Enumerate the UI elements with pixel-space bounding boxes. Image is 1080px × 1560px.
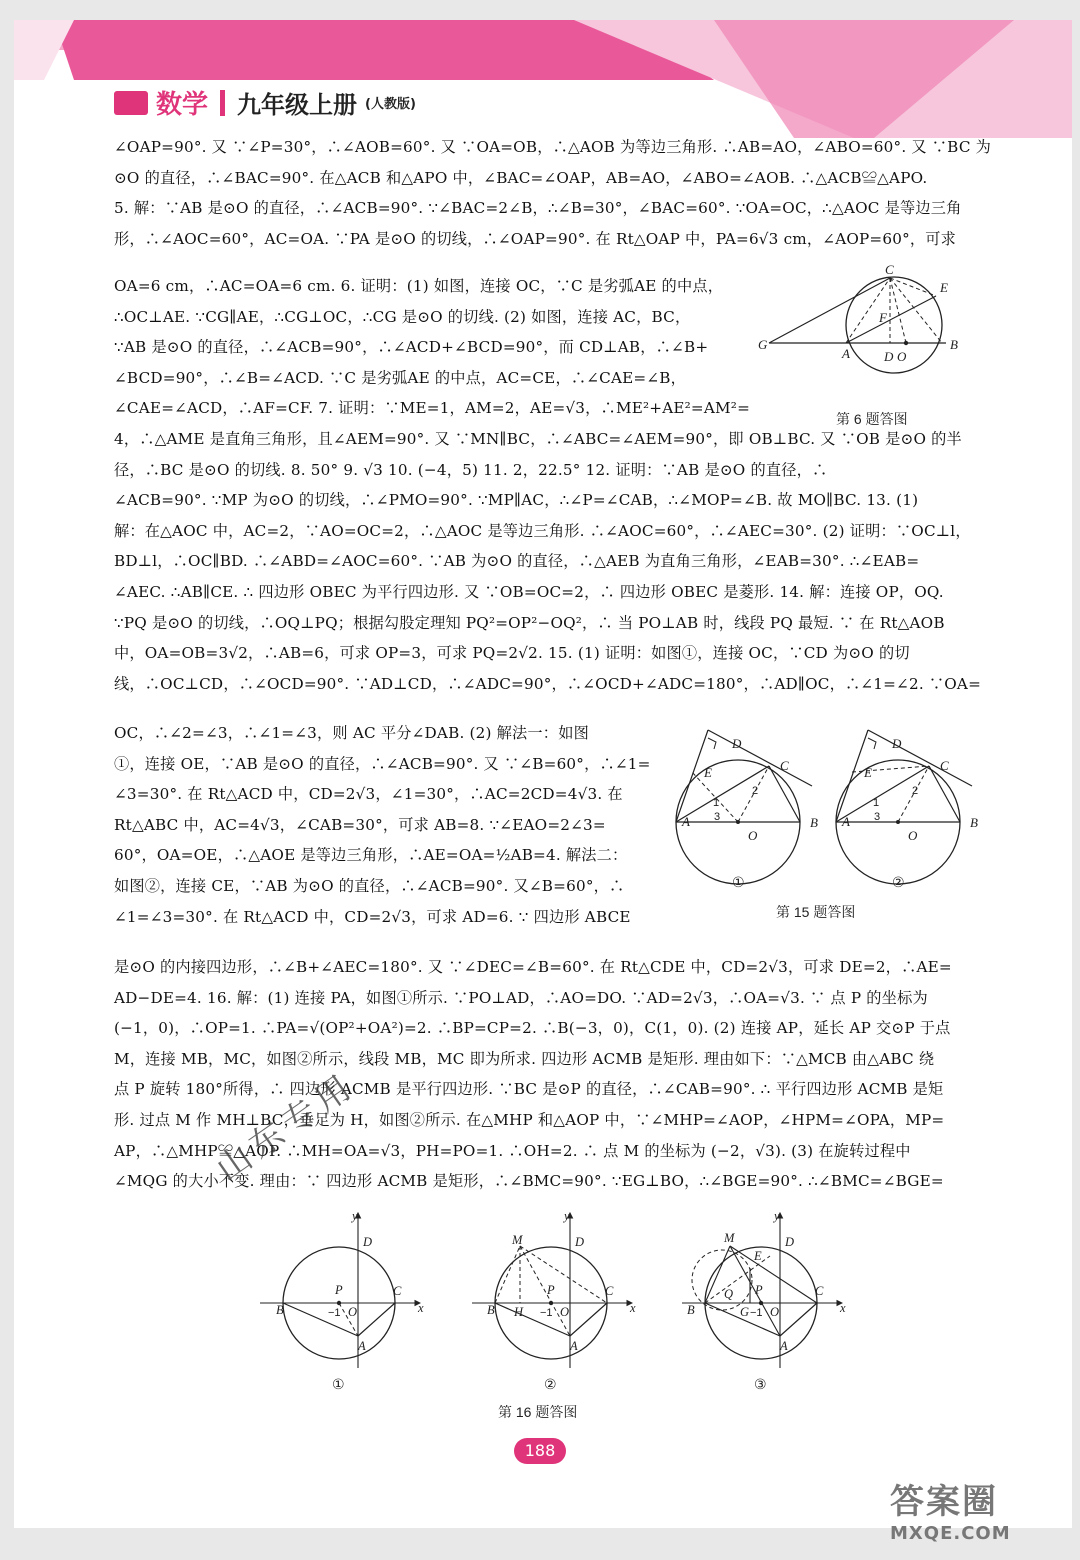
- label-c: C: [393, 1284, 402, 1298]
- label-d: D: [575, 1235, 585, 1249]
- text-line: ①，连接 OE，∵AB 是⊙O 的直径，∴∠ACB=90°. 又 ∵∠B=60°，∴∠1=: [114, 754, 651, 773]
- text-line: (−1，0)，∴OP=1. ∴PA=√(OP²+OA²)=2. ∴BP=CP=2. ∴B(−3，0)，C(1，0). (2) 连接 AP，延长 AP 交⊙P 于点: [114, 1019, 951, 1038]
- text-line: 线，∴OC⊥CD，∴∠OCD=90°. ∵AD⊥CD，∴∠ADC=90°，∴∠OCD+∠ADC=180°，∴AD∥OC，∴∠1=∠2. ∵OA=: [114, 674, 982, 693]
- ink-stamp: 山东专用: [209, 1065, 364, 1190]
- label-x: x: [418, 1301, 424, 1315]
- figure-15-caption: 第 15 题答图: [776, 904, 856, 920]
- label-d: D: [892, 736, 902, 751]
- text-line: ∠OAP=90°. 又 ∵∠P=30°，∴∠AOB=60°. 又 ∵OA=OB，∴△AOB 为等边三角形. ∴AB=AO，∠ABO=60°. 又 ∵BC 为: [114, 138, 992, 156]
- text-block-1: [114, 132, 992, 254]
- text-line: ∠3=30°. 在 Rt△ACD 中，CD=2√3，∠1=30°，∴AC=2CD=4√3. 在: [114, 785, 623, 804]
- label-b: B: [276, 1303, 284, 1317]
- text-line: ∠ACB=90°. ∵MP 为⊙O 的切线，∴∠PMO=90°. ∵MP∥AC，∴∠P=∠CAB，∴∠MOP=∠B. 故 MO∥BC. 13. (1): [114, 491, 919, 510]
- label-d: D: [884, 349, 894, 364]
- figure-6-caption: 第 6 题答图: [836, 411, 908, 427]
- text-line: 形. 过点 M 作 MH⊥BC，垂足为 H，如图②所示. 在△MHP 和△AOP 中，∵∠MHP=∠AOP，∠HPM=∠OPA，MP=: [114, 1110, 945, 1129]
- angle-label-3: 3: [714, 811, 721, 823]
- angle-label-2: 2: [752, 785, 759, 797]
- text-line: 5. 解：∵AB 是⊙O 的直径，∴∠ACB=90°. ∵∠BAC=2∠B，∴∠B=30°，∠BAC=60°. ∵OA=OC，∴△AOC 是等边三角: [114, 199, 962, 218]
- label-c: C: [815, 1284, 824, 1298]
- text-line: ∠MQG 的大小不变. 理由：∵ 四边形 ACMB 是矩形，∴∠BMC=90°. ∵EG⊥BO，∴∠BGE=90°. ∴∠BMC=∠BGE=: [114, 1172, 944, 1191]
- text-line: 是⊙O 的内接四边形，∴∠B+∠AEC=180°. 又 ∵∠DEC=∠B=60°. 在 Rt△CDE 中，CD=2√3，可求 DE=2，∴AE=: [114, 958, 952, 976]
- label-b: B: [687, 1303, 695, 1317]
- angle-label-2: 2: [912, 785, 919, 797]
- figure-16-caption: 第 16 题答图: [498, 1404, 578, 1420]
- text-line: BD⊥l，∴OC∥BD. ∴∠ABD=∠AOC=60°. ∵AB 为⊙O 的直径，∴△AEB 为直角三角形，∠EAB=30°. ∴∠EAB=: [114, 552, 920, 571]
- label-minus-one: −1: [540, 1307, 553, 1319]
- label-b: B: [950, 337, 958, 352]
- label-g: G: [740, 1305, 750, 1319]
- text-line: Rt△ABC 中，AC=4√3，∠CAB=30°，可求 AB=8. ∵∠EAO=2∠3=: [114, 815, 606, 834]
- label-f: F: [879, 310, 887, 325]
- text-line: ∠1=∠3=30°. 在 Rt△ACD 中，CD=2√3，可求 AD=6. ∵ 四边形 ABCE: [114, 907, 631, 926]
- site-watermark: [890, 1474, 1011, 1544]
- figure-16: [250, 1208, 850, 1378]
- label-o: O: [908, 828, 918, 843]
- header-divider: [220, 90, 225, 116]
- label-c: C: [885, 262, 894, 277]
- text-line: 点 P 旋转 180°所得，∴ 四边形 ACMB 是平行四边形. ∵BC 是⊙P 的直径，∴∠CAB=90°. ∴ 平行四边形 ACMB 是矩: [114, 1080, 944, 1099]
- text-line: 60°，OA=OE，∴△AOE 是等边三角形，∴AE=OA=½AB=4. 解法二：: [114, 846, 628, 865]
- label-a: A: [842, 814, 850, 829]
- figure-6: [754, 262, 984, 400]
- subject-title: 数学: [156, 90, 209, 120]
- tangent-line: [769, 278, 890, 343]
- label-e: E: [940, 280, 948, 295]
- label-q: Q: [724, 1287, 734, 1301]
- page-number: 188: [514, 1438, 566, 1464]
- label-b: B: [970, 815, 978, 830]
- page-header: [114, 84, 416, 121]
- document-page: [14, 20, 1072, 1528]
- text-line: ∵AB 是⊙O 的直径，∴∠ACB=90°，∴∠ACD+∠BCD=90°，而 CD⊥AB，∴∠B+: [114, 338, 709, 357]
- figure-15-sub-1: ①: [732, 874, 745, 890]
- figure-15-part-2: [836, 730, 972, 884]
- label-h: H: [514, 1305, 524, 1319]
- segment-co: [890, 278, 906, 343]
- label-y: y: [352, 1209, 358, 1223]
- label-b: B: [810, 815, 818, 830]
- text-line: ∠AEC. ∴AB∥CE. ∴ 四边形 OBEC 为平行四边形. 又 ∵OB=OC=2，∴ 四边形 OBEC 是菱形. 14. 解：连接 OP，OQ.: [114, 582, 944, 601]
- label-x: x: [630, 1301, 636, 1315]
- label-x: x: [840, 1301, 846, 1315]
- label-a: A: [780, 1339, 788, 1353]
- label-a: A: [570, 1339, 578, 1353]
- figure-15-sub-2: ②: [892, 874, 905, 890]
- figure-16-sub-3: ③: [754, 1376, 767, 1392]
- label-d: D: [363, 1235, 373, 1249]
- text-block-4: [114, 718, 654, 932]
- center-dot: [904, 341, 908, 345]
- label-a: A: [842, 346, 850, 361]
- label-e: E: [704, 765, 712, 780]
- text-line: 如图②，连接 CE，∵AB 为⊙O 的直径，∴∠ACB=90°. 又∠B=60°，∴: [114, 876, 625, 895]
- text-line: 径，∴BC 是⊙O 的切线. 8. 50° 9. √3 10. (−4，5) 11. 2，22.5° 12. 证明：∵AB 是⊙O 的直径，∴: [114, 460, 828, 479]
- text-block-2: [114, 271, 750, 424]
- angle-label-1: 1: [713, 797, 720, 809]
- label-e: E: [754, 1249, 762, 1263]
- label-d: D: [732, 736, 742, 751]
- angle-label-1: 1: [873, 797, 880, 809]
- grade-title: 九年级上册: [237, 91, 358, 119]
- watermark-title: 答案圈: [890, 1482, 998, 1522]
- circle-o: [846, 277, 942, 373]
- label-o: O: [897, 349, 907, 364]
- label-d: D: [785, 1235, 795, 1249]
- text-line: AP，∴△MHP≌△AOP. ∴MH=OA=√3，PH=PO=1. ∴OH=2. ∴ 点 M 的坐标为 (−2，√3). (3) 在旋转过程中: [114, 1141, 911, 1160]
- label-y: y: [774, 1209, 780, 1223]
- label-c: C: [940, 758, 949, 773]
- label-p: P: [547, 1283, 555, 1297]
- text-line: OC，∴∠2=∠3，∴∠1=∠3，则 AC 平分∠DAB. (2) 解法一：如图: [114, 724, 589, 742]
- text-line: ⊙O 的直径，∴∠BAC=90°. 在△ACB 和△APO 中，∠BAC=∠OAP，AB=AO，∠ABO=∠AOB. ∴△ACB≌△APO.: [114, 168, 928, 187]
- text-line: 解：在△AOC 中，AC=2，∵AO=OC=2，∴△AOC 是等边三角形. ∴∠AOC=60°，∴∠AEC=30°. (2) 证明：∵OC⊥l，: [114, 521, 971, 540]
- label-a: A: [682, 814, 690, 829]
- text-block-3: [114, 424, 982, 699]
- angle-label-3: 3: [874, 811, 881, 823]
- label-o: O: [348, 1305, 358, 1319]
- label-p: P: [335, 1283, 343, 1297]
- label-e: E: [864, 765, 872, 780]
- figure-15-part-1: [676, 730, 812, 884]
- edition-label: (人教版): [365, 97, 416, 112]
- text-line: ∵PQ 是⊙O 的切线，∴OQ⊥PQ；根据勾股定理知 PQ²=OP²−OQ²，∴ 当 PO⊥AB 时，线段 PQ 最短. ∵ 在 Rt△AOB: [114, 613, 945, 632]
- text-line: OA=6 cm，∴AC=OA=6 cm. 6. 证明：(1) 如图，连接 OC，∵C 是劣弧AE 的中点，: [114, 277, 724, 295]
- text-line: AD−DE=4. 16. 解：(1) 连接 PA，如图①所示. ∵PO⊥AD，∴AO=DO. ∵AD=2√3，∴OA=√3. ∵ 点 P 的坐标为: [114, 988, 928, 1007]
- label-p: P: [755, 1283, 763, 1297]
- label-g: G: [758, 337, 768, 352]
- label-o: O: [748, 828, 758, 843]
- label-y: y: [564, 1209, 570, 1223]
- text-line: ∠BCD=90°，∴∠B=∠ACD. ∵C 是劣弧AE 的中点，AC=CE，∴∠CAE=∠B，: [114, 368, 687, 387]
- figure-15: [670, 712, 990, 894]
- segment-cb: [890, 278, 942, 343]
- text-line: ∠CAE=∠ACD，∴AF=CF. 7. 证明：∵ME=1，AM=2，AE=√3，∴ME²+AE²=AM²=: [114, 399, 750, 418]
- text-line: ∴OC⊥AE. ∵CG∥AE，∴CG⊥OC，∴CG 是⊙O 的切线. (2) 如图，连接 AC，BC，: [114, 307, 691, 326]
- figure-16-sub-2: ②: [544, 1376, 557, 1392]
- label-b: B: [487, 1303, 495, 1317]
- label-m: M: [512, 1233, 523, 1247]
- label-o: O: [560, 1305, 570, 1319]
- label-minus-one: −1: [750, 1307, 763, 1319]
- label-a: A: [358, 1339, 366, 1353]
- label-o: O: [770, 1305, 780, 1319]
- figure-16-sub-1: ①: [332, 1376, 345, 1392]
- text-line: M，连接 MB，MC，如图②所示，线段 MB，MC 即为所求. 四边形 ACMB 是矩形. 理由如下：∵△MCB 由△ABC 绕: [114, 1049, 935, 1068]
- label-c: C: [780, 758, 789, 773]
- text-line: 4，∴△AME 是直角三角形，且∠AEM=90°. 又 ∵MN∥BC，∴∠ABC=∠AEM=90°，即 OB⊥BC. 又 ∵OB 是⊙O 的半: [114, 430, 962, 448]
- chord-ae: [846, 296, 936, 343]
- text-line: 中，OA=OB=3√2，∴AB=6，可求 OP=3，可求 PQ=2√2. 15. (1) 证明：如图①，连接 OC，∵CD 为⊙O 的切: [114, 644, 910, 663]
- label-m: M: [724, 1231, 735, 1245]
- watermark-url: MXQE.COM: [890, 1523, 1011, 1544]
- label-minus-one: −1: [328, 1307, 341, 1319]
- text-line: 形，∴∠AOC=60°，AC=OA. ∵PA 是⊙O 的切线，∴∠OAP=90°. 在 Rt△OAP 中，PA=6√3 cm，∠AOP=60°，可求: [114, 229, 957, 248]
- book-logo-icon: [114, 91, 148, 115]
- label-c: C: [605, 1284, 614, 1298]
